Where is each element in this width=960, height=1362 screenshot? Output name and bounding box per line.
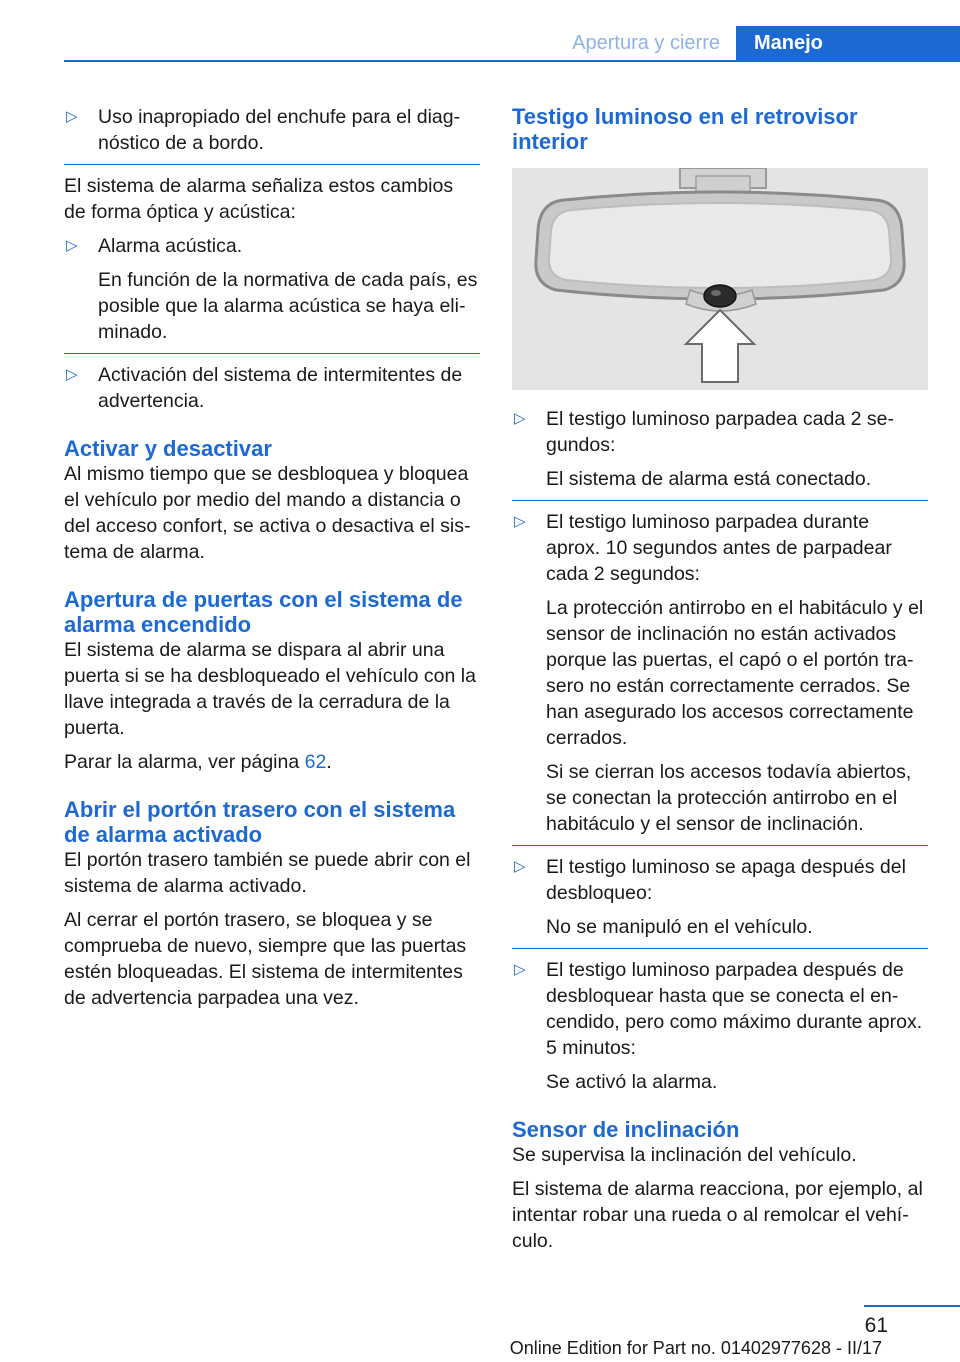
list-item-detail: La protección antirrobo en el habitáculo y el sensor de inclinación no están activados porque las puertas, el capó o el portón trasero no están correctamente cerrados. Se han asegurado los accesos correctamente cerrados.	[546, 597, 924, 749]
list-item	[64, 104, 480, 156]
bullet-triangle-icon: ▷	[514, 858, 526, 875]
divider	[512, 500, 928, 501]
paragraph: El sistema de alarma reacciona, por ejemplo, al intentar robar una rueda o al remolcar el vehículo.	[512, 1178, 923, 1252]
list-item-text: Activación del sistema de intermitentes de advertencia.	[98, 364, 463, 412]
divider	[512, 845, 928, 846]
bullet-triangle-icon: ▷	[66, 237, 78, 254]
list-item-detail: Si se cierran los accesos todavía abiertos, se conectan la protección antirrobo en el habitáculo y el sensor de inclinación.	[546, 761, 912, 835]
right-column	[512, 104, 928, 1262]
list-item	[512, 957, 928, 1061]
list-item	[64, 362, 480, 414]
list-item-detail: No se manipuló en el vehículo.	[546, 916, 813, 938]
section-heading: Abrir el portón trasero con el sistema de alarma activado	[64, 797, 456, 847]
rearview-mirror-figure	[512, 168, 928, 390]
section-heading: Apertura de puertas con el sistema de alarma encendido	[64, 587, 463, 637]
list-item-detail: Se activó la alarma.	[546, 1071, 718, 1093]
header-rule	[64, 60, 960, 62]
paragraph: El sistema de alarma señaliza estos cambios de forma óptica y acústica:	[64, 175, 454, 223]
paragraph: Al mismo tiempo que se desbloquea y bloquea el vehículo por medio del mando a distancia o del acceso confort, se activa o desactiva el sistema de alarma.	[64, 463, 471, 563]
list-item-text: El testigo luminoso se apaga después del desbloqueo:	[546, 856, 906, 904]
list-item-text: Uso inapropiado del enchufe para el diagnóstico de a bordo.	[98, 106, 461, 154]
bullet-triangle-icon: ▷	[514, 513, 526, 530]
bullet-triangle-icon: ▷	[66, 108, 78, 125]
list-item-text: El testigo luminoso parpadea después de desbloquear hasta que se conecta el encendido, pero como máximo durante aprox. 5 minutos:	[546, 959, 923, 1059]
paragraph: Se supervisa la inclinación del vehículo.	[512, 1144, 857, 1166]
list-item	[512, 406, 928, 458]
paragraph: Al cerrar el portón trasero, se bloquea y se comprueba de nuevo, siempre que las puertas estén bloqueadas. El sistema de intermitentes de advertencia parpadea una vez.	[64, 909, 467, 1009]
list-item-text: El testigo luminoso parpadea cada 2 segundos:	[546, 408, 894, 456]
left-column	[64, 104, 480, 1019]
header-chapter-tab: Manejo	[736, 26, 960, 62]
list-item	[64, 233, 480, 259]
list-item	[512, 854, 928, 906]
section-heading: Testigo luminoso en el retrovisor interior	[512, 104, 858, 154]
list-item-text: Alarma acústica.	[98, 235, 243, 257]
page-reference-paragraph	[64, 749, 480, 775]
page-link[interactable]: 62	[304, 751, 327, 773]
list-item-detail: En función de la normativa de cada país, es posible que la alarma acústica se haya eliminado.	[98, 269, 478, 343]
list-item-detail: El sistema de alarma está conectado.	[546, 468, 872, 490]
paragraph: El portón trasero también se puede abrir con el sistema de alarma activado.	[64, 849, 471, 897]
bullet-triangle-icon: ▷	[66, 366, 78, 383]
divider	[64, 353, 480, 354]
section-heading: Activar y desactivar	[64, 436, 272, 461]
paragraph: El sistema de alarma se dispara al abrir una puerta si se ha desbloqueado el vehículo con la llave integrada a través de la cerradura de la puerta.	[64, 639, 476, 739]
list-item	[512, 509, 928, 587]
divider	[512, 948, 928, 949]
list-item-text: El testigo luminoso parpadea durante aprox. 10 segundos antes de parpadear cada 2 segundos:	[546, 511, 892, 585]
divider	[64, 164, 480, 165]
section-heading: Sensor de inclinación	[512, 1117, 740, 1142]
bullet-triangle-icon: ▷	[514, 961, 526, 978]
edition-note: Online Edition for Part no. 01402977628 - II/17	[509, 1338, 882, 1358]
bullet-triangle-icon: ▷	[514, 410, 526, 427]
page-number: 61	[864, 1314, 888, 1337]
footer-rule	[864, 1305, 960, 1307]
reference-text: Parar la alarma, ver página	[64, 751, 305, 773]
reference-end: .	[326, 751, 332, 773]
header-section-title: Apertura y cierre	[572, 32, 720, 54]
rearview-mirror-illustration	[512, 168, 928, 390]
